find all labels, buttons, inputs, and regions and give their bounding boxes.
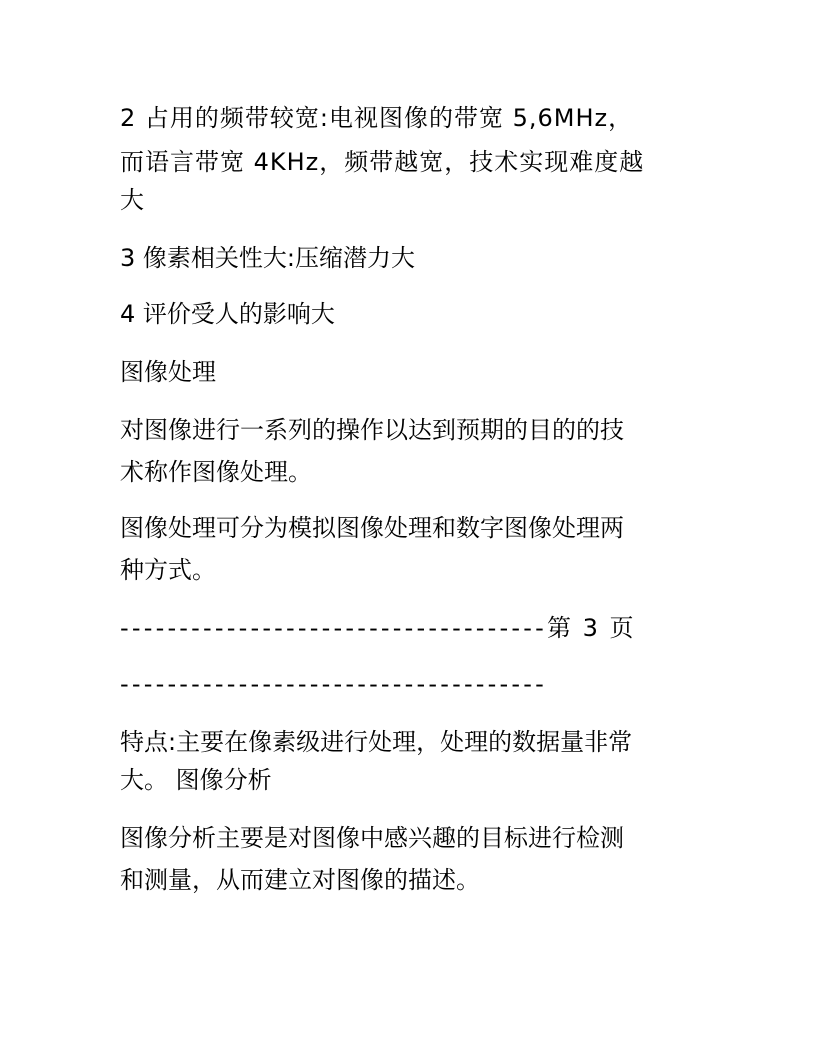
paragraph-line: 图像处理可分为模拟图像处理和数字图像处理两	[120, 514, 624, 542]
paragraph-line: 大	[120, 186, 144, 214]
paragraph-line: 图像分析主要是对图像中感兴趣的目标进行检测	[120, 824, 624, 852]
paragraph-line: 而语言带宽 4KHz，频带越宽，技术实现难度越	[120, 148, 645, 176]
page-number-label: 第 3 页	[546, 614, 636, 642]
paragraph-line: 2 占用的频带较宽:电视图像的带宽 5,6MHz，	[120, 104, 634, 132]
page-separator-top	[120, 614, 636, 642]
section-heading: 图像处理	[120, 358, 216, 386]
paragraph-line: 种方式。	[120, 556, 216, 584]
paragraph-line: 大。 图像分析	[120, 766, 272, 794]
page-separator-bottom: ------------------------------------	[120, 670, 547, 698]
separator-dashes: ------------------------------------	[120, 614, 547, 642]
paragraph-line: 4 评价受人的影响大	[120, 300, 335, 328]
paragraph-line: 3 像素相关性大:压缩潜力大	[120, 244, 415, 272]
paragraph-line: 对图像进行一系列的操作以达到预期的目的的技	[120, 416, 624, 444]
paragraph-line: 和测量，从而建立对图像的描述。	[120, 866, 480, 894]
paragraph-line: 术称作图像处理。	[120, 458, 312, 486]
paragraph-line: 特点:主要在像素级进行处理，处理的数据量非常	[120, 728, 633, 756]
